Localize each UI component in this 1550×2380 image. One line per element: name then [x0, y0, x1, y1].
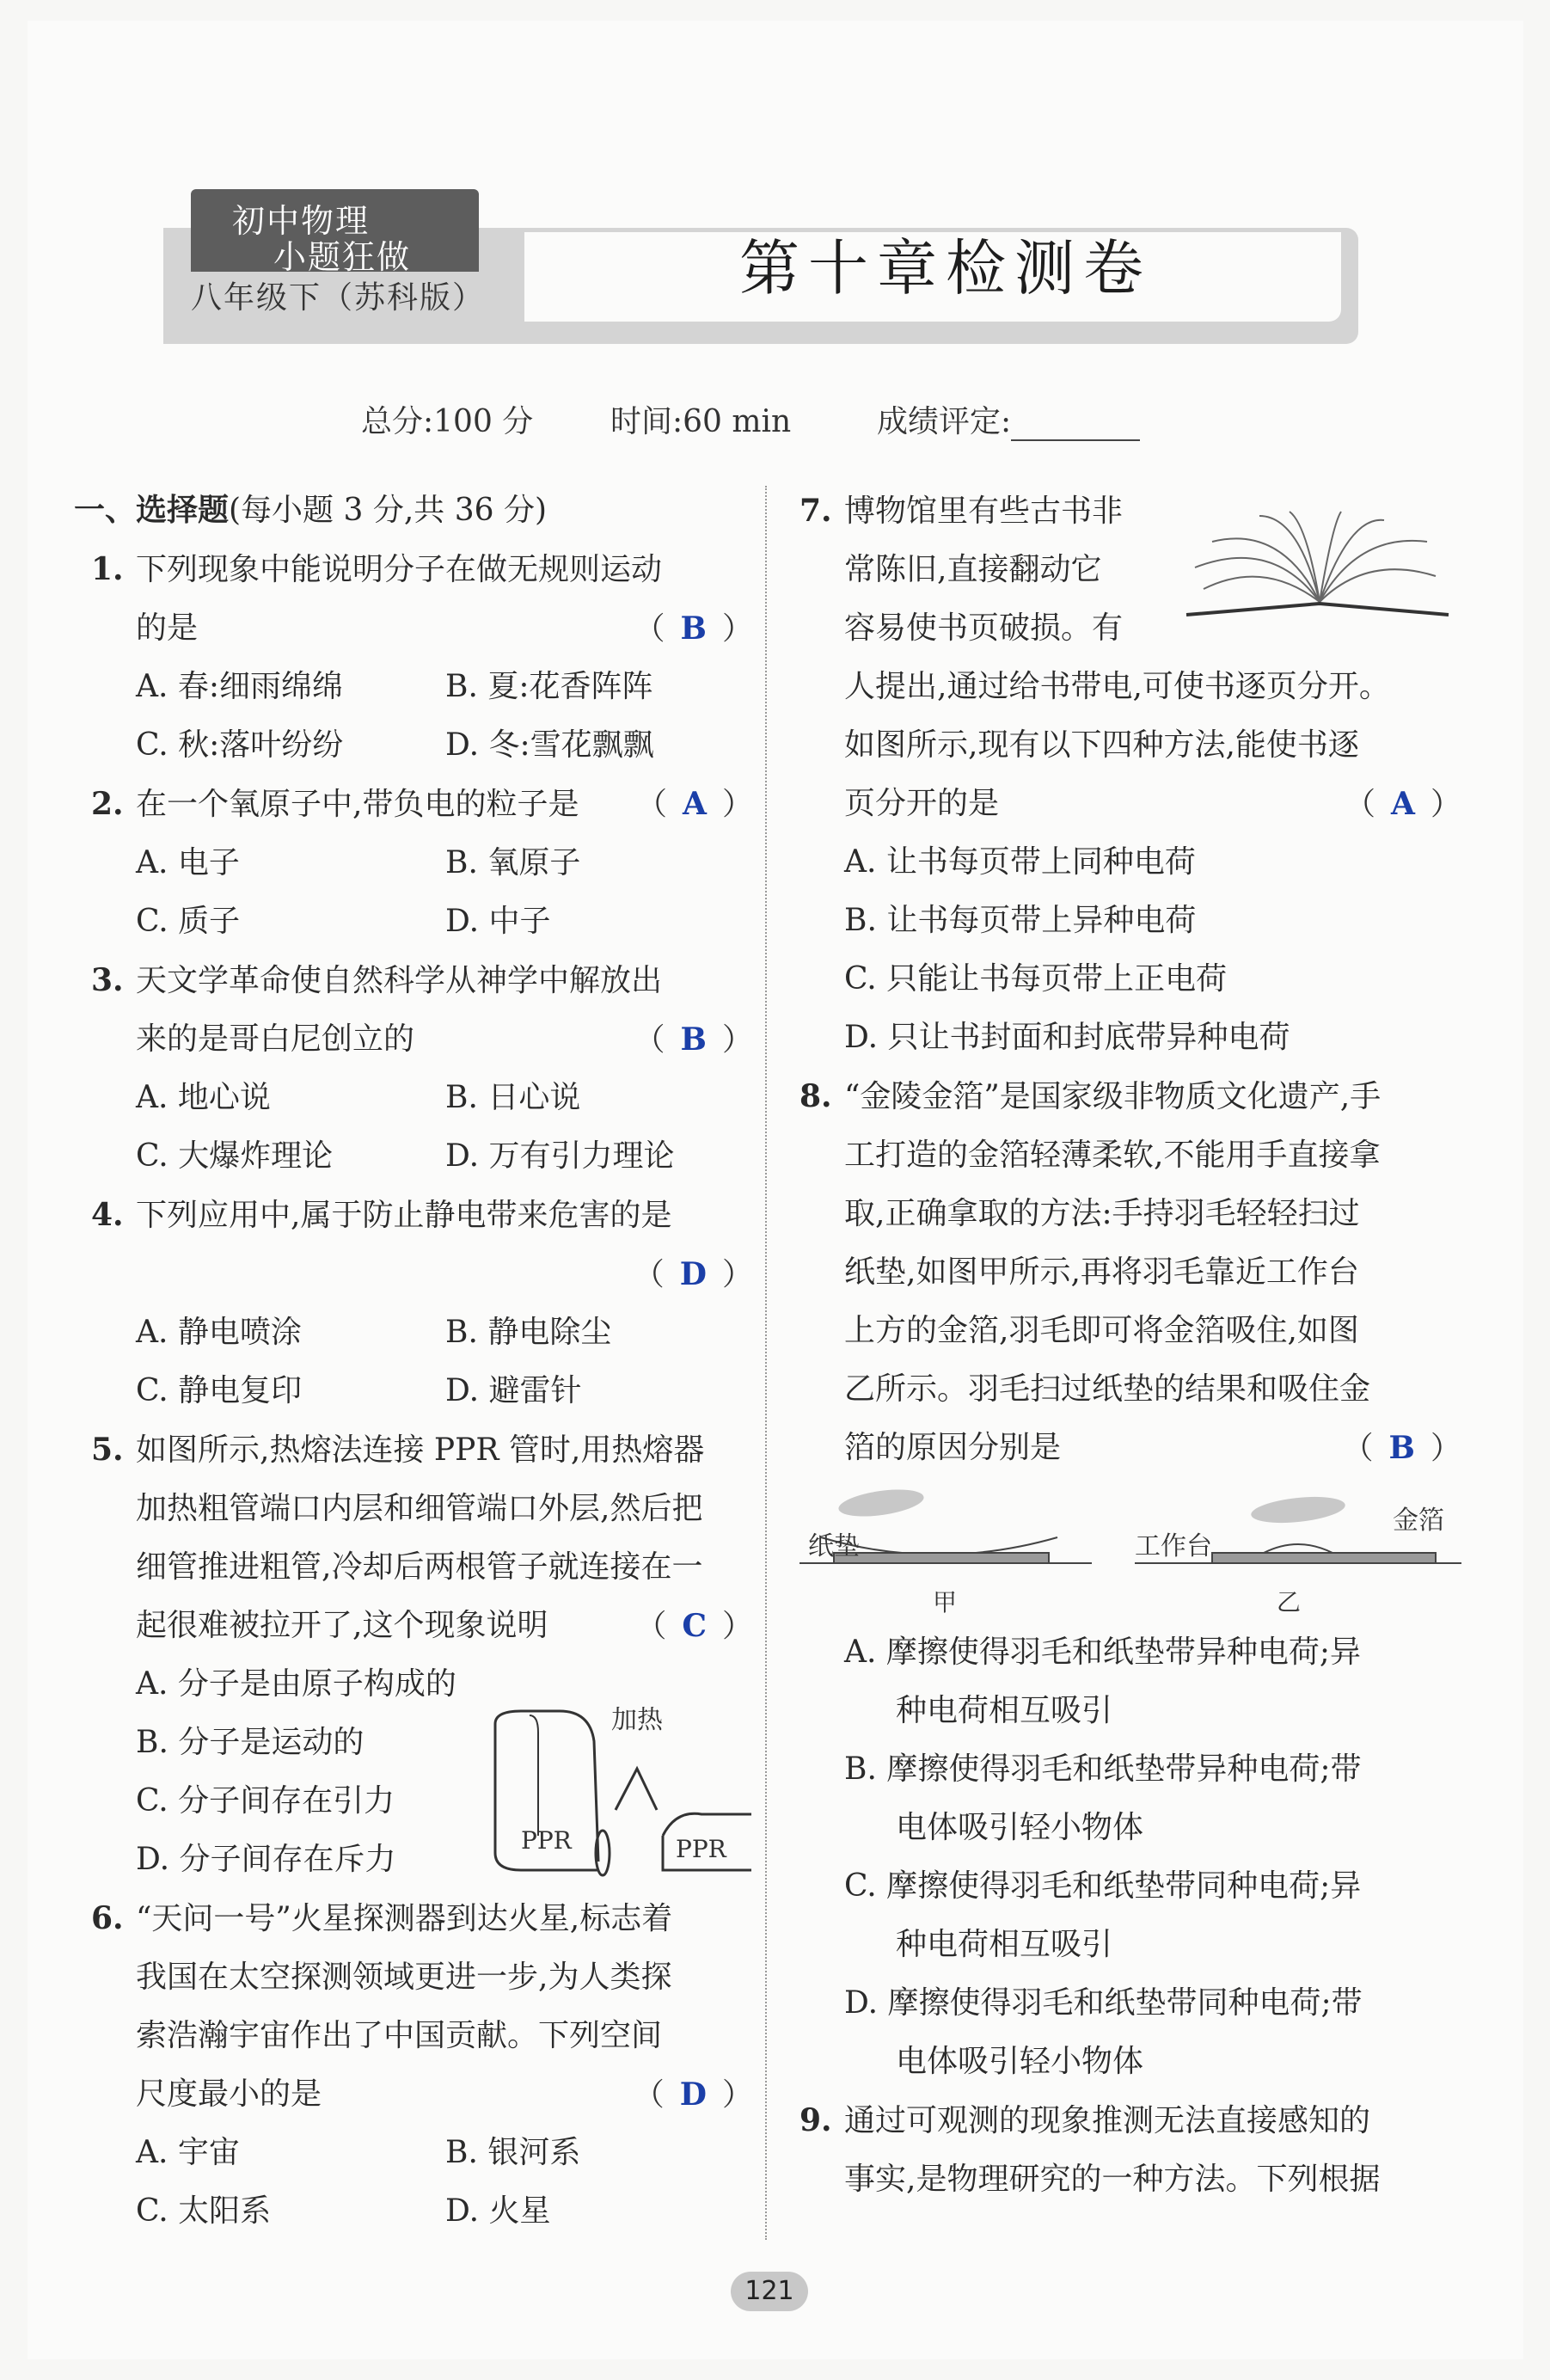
ppr-pipe-figure	[478, 1707, 753, 1879]
answer-2: （ A ）	[636, 786, 753, 822]
brand-line1: 初中物理	[232, 202, 371, 240]
question-3: 3. 天文学革命使自然科学从神学中解放出	[91, 962, 663, 998]
question-2: 2. 在一个氧原子中,带负电的粒子是 （ A ）	[74, 775, 753, 834]
answer-4: （ D ）	[633, 1256, 753, 1292]
grade-label: 成绩评定:	[877, 404, 1012, 439]
chapter-title: 第十章检测卷	[739, 233, 1152, 304]
answer-3: （ B ）	[634, 1021, 753, 1058]
section-title: 一、选择题(每小题 3 分,共 36 分)	[74, 493, 548, 528]
brand-logo	[191, 189, 479, 276]
question-8: 8. “金陵金箔”是国家级非物质文化遗产,手 工打造的金箔轻薄柔软,不能用手直接拿 取,正确拿取的方法:手持羽毛轻轻扫过 纸垫,如图甲所示,再将羽毛靠近工作台 上方的金箔,羽毛即可将金箔吸住,如图 乙所示。羽毛扫过纸垫的结果和吸住金 箔的原因分别是 （ B ） 纸垫 甲 工作台 金箔 乙 A. 摩擦使得羽毛和纸垫带异种电荷;异 种电荷相互吸引 B. 摩擦使得羽毛和纸垫带异种电荷;带 电体吸引轻小物体 C. 摩擦使得羽毛和纸垫带同种电荷;异 种电荷相互吸引 D. 摩擦使得羽毛和纸垫带同种电荷;带 电体吸引轻小物体	[800, 1078, 1461, 2079]
right-column	[800, 482, 1461, 2209]
fig-yi-label: 乙	[1277, 1588, 1302, 1616]
brand-edition: 八年级下（苏科版）	[191, 280, 486, 316]
fig-jia-label: 甲	[933, 1588, 958, 1616]
answer-6: （ D ）	[633, 2076, 753, 2113]
fig-pad-label: 纸垫	[808, 1531, 860, 1561]
fig-ppr-label: PPR	[676, 1835, 726, 1863]
fig-foil-label: 金箔	[1393, 1506, 1444, 1536]
question-9: 9. 通过可观测的现象推测无法直接感知的 事实,是物理研究的一种方法。下列根据	[800, 2102, 1381, 2197]
q5-options-with-figure: A. 分子是由原子构成的 B. 分子是运动的 C. 分子间存在引力 D. 分子间存在斥力 加热 PPR PPR	[74, 1655, 753, 1889]
brand-line2: 小题狂做	[273, 238, 412, 276]
fig-table-label: 工作台	[1135, 1531, 1212, 1561]
answer-8: （ B ）	[1342, 1430, 1461, 1466]
left-column: 一、选择题(每小题 3 分,共 36 分) 1. 下列现象中能说明分子在做无规则运动 的是 （ B ） A. 春:细雨绵绵 B. 夏:花香阵阵 C. 秋:落叶纷纷 D. 冬:雪花飘飘 2. 在一个氧原子中,带负电的粒子是 （ A ） A. 电子 B. 氧原子 C. 质子 D. 中子 3. 天文学革命使自然科学从神学中解放出 来的是哥白尼创立的 （ B ） A. 地心说 B. 日心说 C. 大爆炸理论 D. 万有引力理论 4. 下列应用中,属于防止静电带来危害的是 （ D ） A. 静电喷涂 B. 静电除尘 C. 静电复印 D. 避雷针 5. 如图所示,热熔法连接 PPR 管时,用热熔器 加热粗管端口内层和细管端口外层,然后把 细管推进粗管,冷却后两根管子就连接在一 起很难被拉开了,这个现象说明 （ C ） A. 分子是由原子构成的 B. 分子是运动的 C. 分子间存在引力 D. 分子间存在斥力 加热 PPR PPR 6. “天问一号”火星探测器到达火星,标志着 我国在太空探测领域更进一步,为人类探 索浩瀚宇宙作出了中国贡献。下列空间 尺度最小的是 （ D ） A. 宇宙 B. 银河系 C. 太阳系 D. 火星	[74, 482, 753, 2241]
question-5: 5. 如图所示,热熔法连接 PPR 管时,用热熔器	[91, 1432, 705, 1468]
page-number: 121	[731, 2272, 808, 2311]
answer-7: （ A ）	[1345, 786, 1461, 822]
feather-figures	[800, 1477, 1461, 1623]
grade-field	[877, 397, 1140, 441]
fig-ppr-label: PPR	[521, 1826, 572, 1855]
options-1: A. 春:细雨绵绵 B. 夏:花香阵阵	[136, 669, 653, 704]
question-6: 6. “天问一号”火星探测器到达火星,标志着	[91, 1900, 673, 1936]
question-1: 1. 下列现象中能说明分子在做无规则运动	[91, 551, 663, 587]
open-book-figure	[1178, 507, 1453, 628]
grade-blank[interactable]	[1011, 405, 1140, 441]
question-7: 7. 博物馆里有些古书非 常陈旧,直接翻动它 容易使书页破损。有 人提出,通过给书带电,可使书逐页分开。 如图所示,现有以下四种方法,能使书逐 页分开的是 （ A ） A. 让书每页带上同种电荷 B. 让书每页带上异种电荷 C. 只能让书每页带上正电荷 D. 只让书封面和封底带异种电荷	[800, 493, 1461, 1055]
question-4: 4. 下列应用中,属于防止静电带来危害的是	[91, 1197, 672, 1233]
fig-heat-label: 加热	[611, 1707, 663, 1735]
answer-5: （ C ）	[635, 1608, 753, 1644]
answer-1: （ B ）	[634, 610, 753, 647]
time-limit: 时间:60 min	[610, 404, 792, 439]
column-divider	[765, 486, 767, 2240]
total-score: 总分:100 分	[361, 404, 534, 439]
